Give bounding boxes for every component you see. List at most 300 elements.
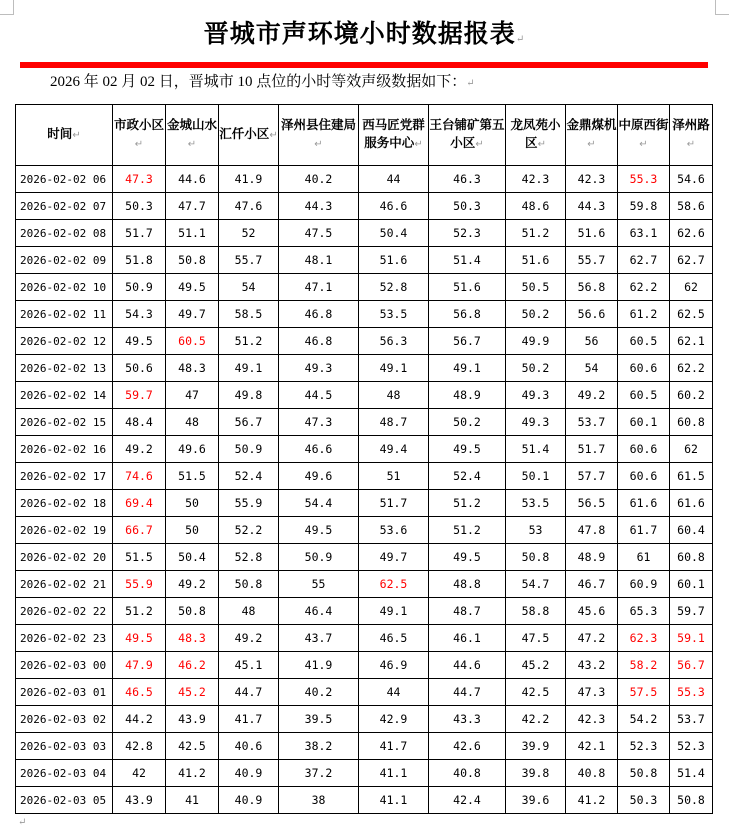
column-header-time bbox=[16, 105, 113, 166]
table-row bbox=[16, 355, 713, 382]
value-text: 60.9 bbox=[629, 577, 658, 591]
value-text: 51.4 bbox=[521, 442, 550, 456]
value-text: 50.1 bbox=[521, 469, 550, 483]
value-cell bbox=[670, 301, 713, 328]
value-text: 50 bbox=[185, 496, 199, 510]
value-cell bbox=[506, 625, 566, 652]
value-text: 54 bbox=[241, 280, 256, 294]
value-cell bbox=[219, 436, 279, 463]
value-text: 40.6 bbox=[234, 739, 263, 753]
value-text: 58.2 bbox=[629, 658, 658, 672]
time-cell: 2026-02-03 04 bbox=[16, 760, 113, 787]
value-cell bbox=[566, 301, 618, 328]
value-cell bbox=[670, 274, 713, 301]
value-text: 56.5 bbox=[577, 496, 606, 510]
value-cell bbox=[219, 517, 279, 544]
value-text: 52 bbox=[241, 226, 256, 240]
value-text: 43.9 bbox=[178, 712, 206, 726]
value-cell bbox=[566, 760, 618, 787]
table-row bbox=[16, 625, 713, 652]
value-text: 50.3 bbox=[629, 793, 658, 807]
value-text: 51.7 bbox=[379, 496, 408, 510]
column-header-label: 泽州路 bbox=[672, 117, 710, 132]
value-text: 51.8 bbox=[125, 253, 153, 267]
value-text: 54.2 bbox=[629, 712, 658, 726]
value-text: 54.4 bbox=[304, 496, 333, 510]
value-text: 47.5 bbox=[304, 226, 333, 240]
value-text: 49.5 bbox=[125, 631, 153, 645]
value-cell bbox=[670, 382, 713, 409]
value-text: 48.9 bbox=[453, 388, 481, 402]
value-text: 56.3 bbox=[379, 334, 408, 348]
value-cell bbox=[506, 328, 566, 355]
value-cell bbox=[279, 166, 359, 193]
value-text: 42.4 bbox=[453, 793, 481, 807]
column-header-label: 时间 bbox=[47, 126, 73, 141]
value-cell bbox=[359, 544, 429, 571]
value-cell bbox=[566, 652, 618, 679]
value-text: 55 bbox=[311, 577, 326, 591]
paragraph-mark-icon: ↵ bbox=[639, 139, 648, 150]
value-cell bbox=[279, 598, 359, 625]
value-cell bbox=[359, 760, 429, 787]
value-cell bbox=[279, 544, 359, 571]
value-text: 60.8 bbox=[677, 415, 705, 429]
value-cell bbox=[359, 193, 429, 220]
table-row bbox=[16, 463, 713, 490]
value-cell bbox=[359, 247, 429, 274]
value-text: 43.7 bbox=[304, 631, 333, 645]
value-cell bbox=[279, 571, 359, 598]
value-text: 51.2 bbox=[453, 523, 481, 537]
value-text: 46.7 bbox=[577, 577, 606, 591]
value-cell bbox=[113, 328, 166, 355]
value-cell bbox=[618, 301, 670, 328]
value-text: 55.3 bbox=[629, 172, 658, 186]
value-cell bbox=[566, 787, 618, 814]
value-text: 42.5 bbox=[521, 685, 550, 699]
value-cell bbox=[279, 382, 359, 409]
value-text: 41.7 bbox=[379, 739, 408, 753]
value-text: 50.4 bbox=[379, 226, 408, 240]
time-cell: 2026-02-03 01 bbox=[16, 679, 113, 706]
value-cell bbox=[113, 220, 166, 247]
paragraph-mark-icon: ↵ bbox=[414, 139, 423, 150]
value-cell bbox=[279, 436, 359, 463]
value-cell bbox=[506, 787, 566, 814]
value-text: 49.2 bbox=[125, 442, 153, 456]
value-text: 48.7 bbox=[453, 604, 481, 618]
value-cell bbox=[506, 679, 566, 706]
value-text: 49.5 bbox=[178, 280, 206, 294]
value-cell bbox=[670, 328, 713, 355]
value-cell bbox=[279, 706, 359, 733]
table-row bbox=[16, 301, 713, 328]
value-cell bbox=[566, 571, 618, 598]
value-text: 52.2 bbox=[234, 523, 263, 537]
value-text: 60.8 bbox=[677, 550, 705, 564]
value-text: 52.3 bbox=[453, 226, 481, 240]
value-cell bbox=[506, 706, 566, 733]
value-text: 49.5 bbox=[453, 550, 481, 564]
value-cell bbox=[506, 517, 566, 544]
value-cell bbox=[359, 490, 429, 517]
table-row bbox=[16, 679, 713, 706]
value-text: 61 bbox=[636, 550, 651, 564]
red-divider-line bbox=[20, 62, 708, 68]
value-text: 60.4 bbox=[677, 523, 705, 537]
value-text: 40.8 bbox=[577, 766, 606, 780]
value-text: 62.2 bbox=[629, 280, 658, 294]
time-cell: 2026-02-02 17 bbox=[16, 463, 113, 490]
value-cell bbox=[429, 652, 506, 679]
value-text: 44.6 bbox=[178, 172, 206, 186]
value-cell bbox=[618, 598, 670, 625]
value-text: 56.8 bbox=[577, 280, 606, 294]
value-text: 51.5 bbox=[125, 550, 153, 564]
value-cell bbox=[618, 571, 670, 598]
value-cell bbox=[670, 355, 713, 382]
exceed-value-cell bbox=[618, 679, 670, 706]
value-cell bbox=[219, 355, 279, 382]
value-text: 41 bbox=[185, 793, 199, 807]
value-cell bbox=[113, 301, 166, 328]
value-text: 49.6 bbox=[304, 469, 333, 483]
value-cell bbox=[429, 274, 506, 301]
value-text: 48.3 bbox=[178, 631, 206, 645]
table-row bbox=[16, 166, 713, 193]
value-cell bbox=[166, 193, 219, 220]
value-text: 61.2 bbox=[629, 307, 658, 321]
value-cell bbox=[670, 733, 713, 760]
value-text: 42.6 bbox=[453, 739, 481, 753]
value-cell bbox=[166, 787, 219, 814]
column-header-site bbox=[618, 105, 670, 166]
column-header-site bbox=[113, 105, 166, 166]
value-text: 41.9 bbox=[234, 172, 263, 186]
value-text: 62.7 bbox=[677, 253, 705, 267]
value-cell bbox=[166, 436, 219, 463]
value-text: 50 bbox=[185, 523, 199, 537]
value-text: 46.6 bbox=[379, 199, 408, 213]
value-text: 47.3 bbox=[577, 685, 606, 699]
value-cell bbox=[166, 733, 219, 760]
paragraph-mark-icon: ↵ bbox=[314, 139, 323, 150]
value-cell bbox=[279, 625, 359, 652]
time-cell: 2026-02-02 12 bbox=[16, 328, 113, 355]
value-text: 38 bbox=[311, 793, 326, 807]
value-text: 46.5 bbox=[125, 685, 153, 699]
value-text: 45.1 bbox=[234, 658, 263, 672]
value-cell bbox=[279, 193, 359, 220]
column-header-site bbox=[359, 105, 429, 166]
value-cell bbox=[429, 571, 506, 598]
column-header-label: 泽州县住建局 bbox=[280, 117, 356, 132]
paragraph-mark-icon: ↵ bbox=[475, 139, 484, 150]
time-cell: 2026-02-02 10 bbox=[16, 274, 113, 301]
value-cell bbox=[618, 220, 670, 247]
value-text: 41.1 bbox=[379, 766, 408, 780]
exceed-value-cell bbox=[113, 463, 166, 490]
value-cell bbox=[113, 274, 166, 301]
value-cell bbox=[219, 247, 279, 274]
column-header-label: 龙凤苑小区 bbox=[510, 117, 561, 150]
table-row bbox=[16, 409, 713, 436]
value-text: 38.2 bbox=[304, 739, 333, 753]
time-cell: 2026-02-02 14 bbox=[16, 382, 113, 409]
value-cell bbox=[113, 760, 166, 787]
value-cell bbox=[506, 760, 566, 787]
value-cell bbox=[566, 193, 618, 220]
value-cell bbox=[359, 652, 429, 679]
value-cell bbox=[506, 301, 566, 328]
value-cell bbox=[618, 490, 670, 517]
value-text: 42.1 bbox=[577, 739, 606, 753]
value-text: 47.5 bbox=[521, 631, 550, 645]
value-text: 48.6 bbox=[521, 199, 550, 213]
table-row bbox=[16, 598, 713, 625]
value-cell bbox=[219, 409, 279, 436]
value-text: 62.5 bbox=[379, 577, 408, 591]
value-cell bbox=[219, 166, 279, 193]
value-cell bbox=[618, 706, 670, 733]
time-cell: 2026-02-03 05 bbox=[16, 787, 113, 814]
value-cell bbox=[566, 706, 618, 733]
page-corner-mark-right bbox=[715, 0, 729, 15]
value-cell bbox=[506, 355, 566, 382]
value-text: 55.7 bbox=[577, 253, 606, 267]
value-text: 45.2 bbox=[521, 658, 550, 672]
value-text: 42.3 bbox=[521, 172, 550, 186]
value-text: 63.1 bbox=[629, 226, 658, 240]
value-text: 46.1 bbox=[453, 631, 481, 645]
value-text: 43.3 bbox=[453, 712, 481, 726]
exceed-value-cell bbox=[113, 571, 166, 598]
value-cell bbox=[359, 409, 429, 436]
value-text: 50.2 bbox=[453, 415, 481, 429]
value-text: 59.7 bbox=[677, 604, 705, 618]
value-text: 53.7 bbox=[577, 415, 606, 429]
value-text: 47.6 bbox=[234, 199, 263, 213]
value-text: 49.9 bbox=[521, 334, 550, 348]
value-cell bbox=[113, 247, 166, 274]
value-text: 40.9 bbox=[234, 766, 263, 780]
value-text: 61.5 bbox=[677, 469, 705, 483]
value-cell bbox=[279, 220, 359, 247]
exceed-value-cell bbox=[166, 625, 219, 652]
noise-data-table bbox=[15, 104, 713, 814]
value-cell bbox=[219, 490, 279, 517]
value-cell bbox=[566, 409, 618, 436]
value-cell bbox=[618, 436, 670, 463]
value-cell bbox=[429, 328, 506, 355]
value-text: 50.9 bbox=[125, 280, 153, 294]
value-cell bbox=[113, 436, 166, 463]
value-text: 51.6 bbox=[521, 253, 550, 267]
value-text: 40.8 bbox=[453, 766, 481, 780]
value-text: 47 bbox=[185, 388, 199, 402]
time-cell: 2026-02-02 15 bbox=[16, 409, 113, 436]
value-cell bbox=[566, 463, 618, 490]
value-text: 60.6 bbox=[629, 361, 658, 375]
value-cell bbox=[166, 301, 219, 328]
exceed-value-cell bbox=[618, 625, 670, 652]
value-cell bbox=[566, 274, 618, 301]
value-text: 61.6 bbox=[629, 496, 658, 510]
time-cell: 2026-02-03 03 bbox=[16, 733, 113, 760]
value-cell bbox=[566, 517, 618, 544]
value-cell bbox=[566, 436, 618, 463]
value-cell bbox=[566, 733, 618, 760]
table-row bbox=[16, 382, 713, 409]
exceed-value-cell bbox=[166, 328, 219, 355]
value-cell bbox=[359, 328, 429, 355]
value-text: 44 bbox=[386, 685, 401, 699]
value-text: 60.5 bbox=[629, 388, 658, 402]
value-text: 41.2 bbox=[577, 793, 606, 807]
value-text: 46.9 bbox=[379, 658, 408, 672]
value-text: 61.7 bbox=[629, 523, 658, 537]
value-text: 47.2 bbox=[577, 631, 606, 645]
value-text: 58.5 bbox=[234, 307, 263, 321]
value-text: 60.5 bbox=[629, 334, 658, 348]
column-header-site bbox=[429, 105, 506, 166]
value-cell bbox=[506, 463, 566, 490]
value-cell bbox=[359, 166, 429, 193]
value-text: 50.8 bbox=[178, 604, 206, 618]
exceed-value-cell bbox=[113, 652, 166, 679]
value-text: 62.5 bbox=[677, 307, 705, 321]
value-text: 47.3 bbox=[304, 415, 333, 429]
value-cell bbox=[359, 706, 429, 733]
value-text: 48.9 bbox=[577, 550, 606, 564]
value-cell bbox=[429, 679, 506, 706]
value-text: 49.5 bbox=[304, 523, 333, 537]
paragraph-mark-icon: ↵ bbox=[587, 139, 596, 150]
value-text: 59.7 bbox=[125, 388, 153, 402]
value-text: 56.6 bbox=[577, 307, 606, 321]
value-text: 50.6 bbox=[125, 361, 153, 375]
value-text: 55.9 bbox=[125, 577, 153, 591]
value-cell bbox=[166, 760, 219, 787]
value-cell bbox=[279, 328, 359, 355]
column-header-site bbox=[566, 105, 618, 166]
value-cell bbox=[618, 787, 670, 814]
value-text: 46.3 bbox=[453, 172, 481, 186]
value-cell bbox=[279, 409, 359, 436]
value-cell bbox=[618, 463, 670, 490]
value-cell bbox=[429, 625, 506, 652]
value-text: 69.4 bbox=[125, 496, 153, 510]
table-row bbox=[16, 760, 713, 787]
value-cell bbox=[166, 247, 219, 274]
time-cell: 2026-02-02 06 bbox=[16, 166, 113, 193]
value-cell bbox=[279, 760, 359, 787]
end-paragraph-mark-icon: ↵ bbox=[18, 817, 27, 828]
value-cell bbox=[566, 382, 618, 409]
value-cell bbox=[279, 355, 359, 382]
value-cell bbox=[359, 625, 429, 652]
value-cell bbox=[113, 706, 166, 733]
value-cell bbox=[113, 544, 166, 571]
value-cell bbox=[429, 463, 506, 490]
value-cell bbox=[506, 544, 566, 571]
time-cell: 2026-02-02 23 bbox=[16, 625, 113, 652]
value-text: 49.5 bbox=[453, 442, 481, 456]
column-header-label: 王台铺矿第五小区 bbox=[429, 117, 505, 150]
value-text: 55.7 bbox=[234, 253, 263, 267]
value-text: 48.7 bbox=[379, 415, 408, 429]
value-cell bbox=[566, 679, 618, 706]
value-text: 51.7 bbox=[125, 226, 153, 240]
time-cell: 2026-02-02 16 bbox=[16, 436, 113, 463]
value-cell bbox=[506, 490, 566, 517]
value-cell bbox=[670, 193, 713, 220]
time-cell: 2026-02-02 18 bbox=[16, 490, 113, 517]
exceed-value-cell bbox=[166, 652, 219, 679]
value-cell bbox=[279, 247, 359, 274]
value-text: 37.2 bbox=[304, 766, 333, 780]
value-cell bbox=[219, 301, 279, 328]
value-text: 51.2 bbox=[521, 226, 550, 240]
value-cell bbox=[219, 274, 279, 301]
column-header-site bbox=[166, 105, 219, 166]
value-cell bbox=[429, 247, 506, 274]
value-cell bbox=[506, 652, 566, 679]
value-cell bbox=[566, 544, 618, 571]
table-row bbox=[16, 436, 713, 463]
value-text: 58.6 bbox=[677, 199, 705, 213]
value-text: 45.6 bbox=[577, 604, 606, 618]
intro-paragraph bbox=[50, 70, 475, 91]
value-text: 51 bbox=[386, 469, 401, 483]
exceed-value-cell bbox=[113, 679, 166, 706]
value-text: 52.4 bbox=[234, 469, 263, 483]
value-cell bbox=[279, 274, 359, 301]
exceed-value-cell bbox=[670, 679, 713, 706]
value-cell bbox=[429, 787, 506, 814]
value-cell bbox=[166, 706, 219, 733]
value-text: 49.8 bbox=[234, 388, 263, 402]
value-cell bbox=[113, 787, 166, 814]
value-cell bbox=[359, 382, 429, 409]
value-text: 42 bbox=[132, 766, 146, 780]
value-text: 42.2 bbox=[521, 712, 550, 726]
intro-text: 2026 年 02 月 02 日，晋城市 10 点位的小时等效声级数据如下： bbox=[50, 74, 467, 90]
value-text: 49.3 bbox=[304, 361, 333, 375]
value-cell bbox=[670, 598, 713, 625]
time-cell: 2026-02-02 19 bbox=[16, 517, 113, 544]
value-text: 62 bbox=[684, 280, 698, 294]
value-text: 48 bbox=[386, 388, 401, 402]
value-text: 51.2 bbox=[234, 334, 263, 348]
value-cell bbox=[670, 409, 713, 436]
value-text: 43.9 bbox=[125, 793, 153, 807]
value-cell bbox=[166, 274, 219, 301]
value-cell bbox=[506, 733, 566, 760]
exceed-value-cell bbox=[166, 679, 219, 706]
page-corner-mark-left bbox=[0, 0, 14, 15]
value-cell bbox=[670, 544, 713, 571]
value-text: 39.6 bbox=[521, 793, 550, 807]
value-cell bbox=[566, 247, 618, 274]
value-text: 44 bbox=[386, 172, 401, 186]
time-cell: 2026-02-03 02 bbox=[16, 706, 113, 733]
value-text: 46.4 bbox=[304, 604, 333, 618]
column-header-label: 汇仟小区 bbox=[219, 126, 270, 141]
table-row bbox=[16, 733, 713, 760]
value-text: 51.2 bbox=[453, 496, 481, 510]
